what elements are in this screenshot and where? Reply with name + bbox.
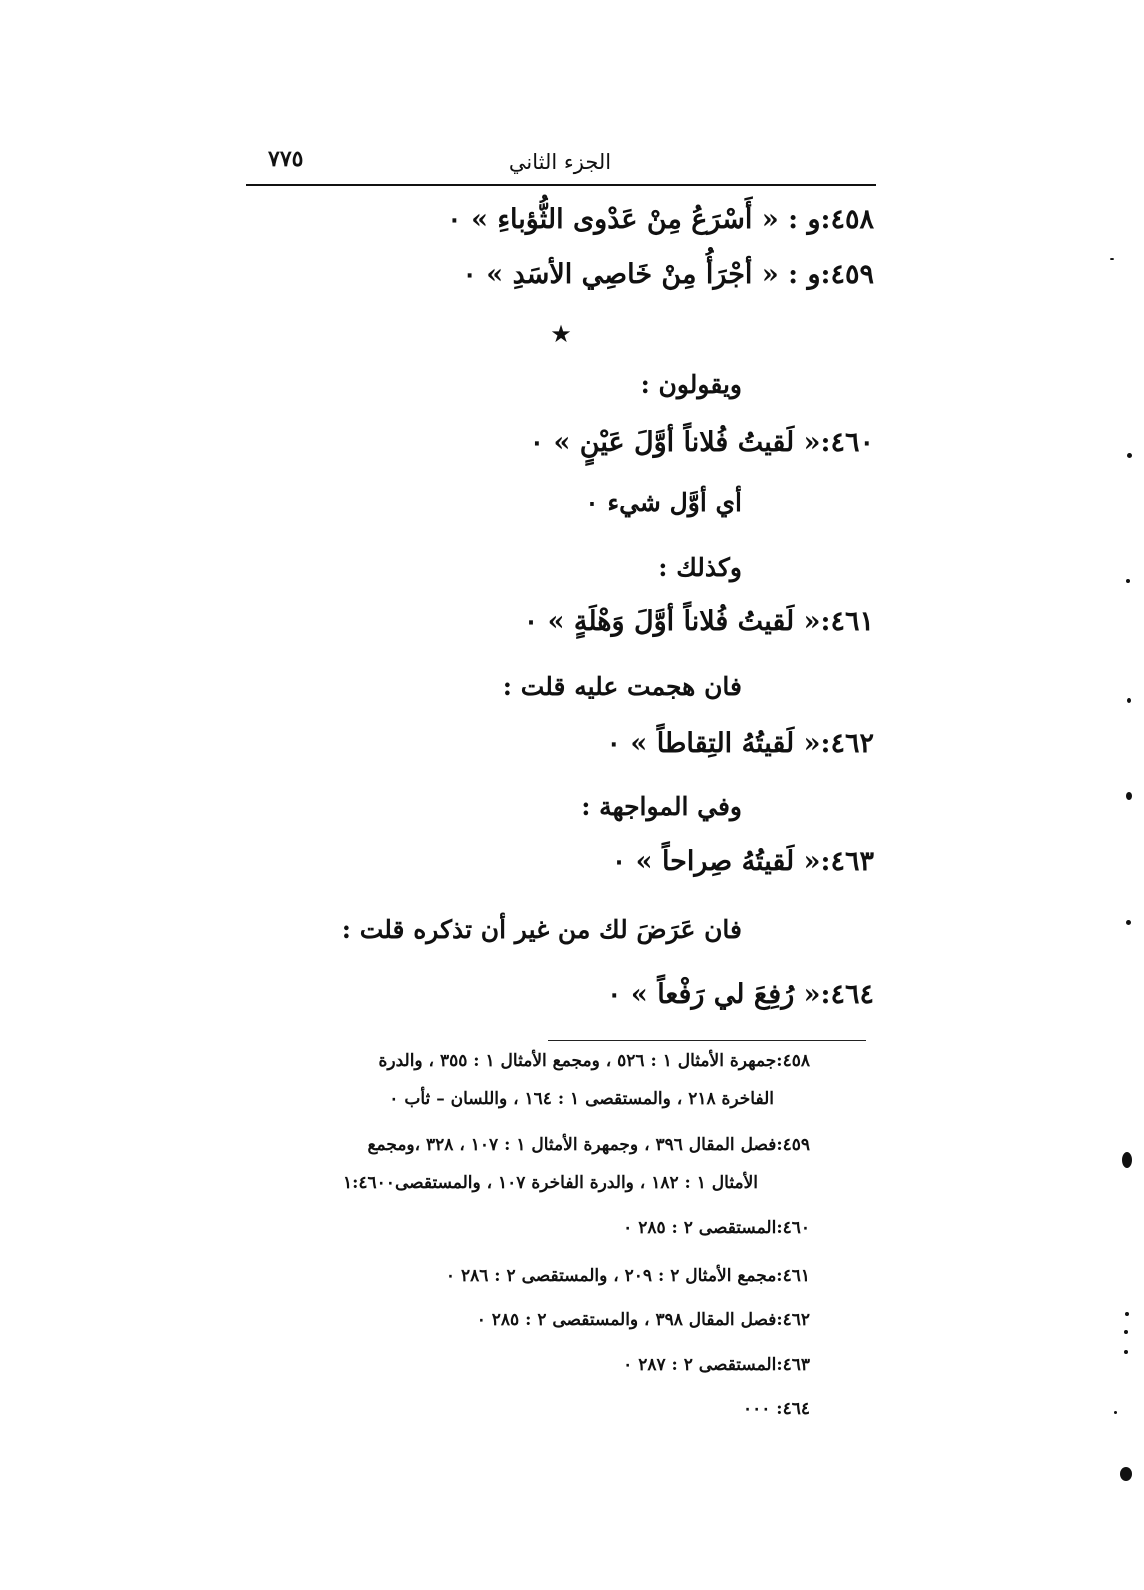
entry-463: ٤٦٣:« لَقيتُهُ صِراحاً » ٠ (611, 846, 874, 877)
footnote-460: ٤٦٠:المستقصى ٢ : ٢٨٥ ٠ (623, 1218, 810, 1238)
scan-mark (1122, 1152, 1132, 1168)
star-separator: ★ (550, 320, 572, 348)
scan-mark (1125, 1312, 1129, 1316)
gloss-text: أي أوَّل شيء ٠ (585, 488, 742, 517)
scan-mark (1110, 258, 1114, 260)
scan-mark (1124, 1350, 1128, 1354)
entry-459: ٤٥٩:و : « أجْرَأُ مِنْ خَاصِي الأسَدِ » ٠ (462, 259, 874, 290)
footnote-459-cont: الأمثال ١ : ١٨٢ ، والدرة الفاخرة ١٠٧ ، والمستقصى١:٤٦٠٠ (343, 1173, 758, 1193)
footnote-458-cont: الفاخرة ٢١٨ ، والمستقصى ١ : ١٦٤ ، واللسان – ثأب ٠ (389, 1089, 774, 1109)
scan-mark (1126, 920, 1131, 925)
footnote-462: ٤٦٢:فصل المقال ٣٩٨ ، والمستقصى ٢ : ٢٨٥ ٠ (476, 1310, 810, 1330)
footnote-464: ٤٦٤: ٠٠٠ (742, 1399, 810, 1419)
intro-text: فان عَرَضَ لك من غير أن تذكره قلت : (341, 915, 742, 944)
footnote-461: ٤٦١:مجمع الأمثال ٢ : ٢٠٩ ، والمستقصى ٢ : ٢٨٦ ٠ (445, 1266, 810, 1286)
header-rule (246, 184, 876, 186)
scan-mark (1114, 1411, 1117, 1414)
scan-mark (1124, 1330, 1128, 1334)
scan-mark (1120, 1467, 1132, 1481)
entry-460: ٤٦٠:« لَقيتُ فُلاناً أوَّلَ عَيْنٍ » ٠ (529, 427, 874, 458)
footnote-rule (548, 1040, 866, 1041)
scan-mark (1127, 698, 1131, 703)
intro-text: وفي المواجهة : (581, 792, 742, 821)
entry-458: ٤٥٨:و : « أَسْرَعُ مِنْ عَدْوى الثُّؤباءِ » ٠ (447, 204, 874, 235)
entry-461: ٤٦١:« لَقيتُ فُلاناً أوَّلَ وَهْلَةٍ » ٠ (523, 606, 874, 637)
intro-text: ويقولون : (640, 370, 742, 399)
footnote-458: ٤٥٨:جمهرة الأمثال ١ : ٥٢٦ ، ومجمع الأمثال ١ : ٣٥٥ ، والدرة (378, 1051, 810, 1071)
scan-mark (1127, 453, 1132, 458)
entry-464: ٤٦٤:« رُفِعَ لي رَفْعاً » ٠ (607, 979, 874, 1010)
running-header-title: الجزء الثاني (508, 150, 612, 174)
scan-mark (1126, 579, 1130, 583)
entry-462: ٤٦٢:« لَقيتُهُ التِقاطاً » ٠ (606, 728, 874, 759)
intro-text: فان هجمت عليه قلت : (502, 672, 742, 701)
scan-mark (1126, 792, 1132, 800)
footnote-463: ٤٦٣:المستقصى ٢ : ٢٨٧ ٠ (623, 1355, 810, 1375)
page-number: ٧٧٥ (268, 146, 304, 172)
intro-text: وكذلك : (658, 553, 742, 582)
footnote-459: ٤٥٩:فصل المقال ٣٩٦ ، وجمهرة الأمثال ١ : ١٠٧ ، ٣٢٨ ،ومجمع (367, 1135, 810, 1155)
